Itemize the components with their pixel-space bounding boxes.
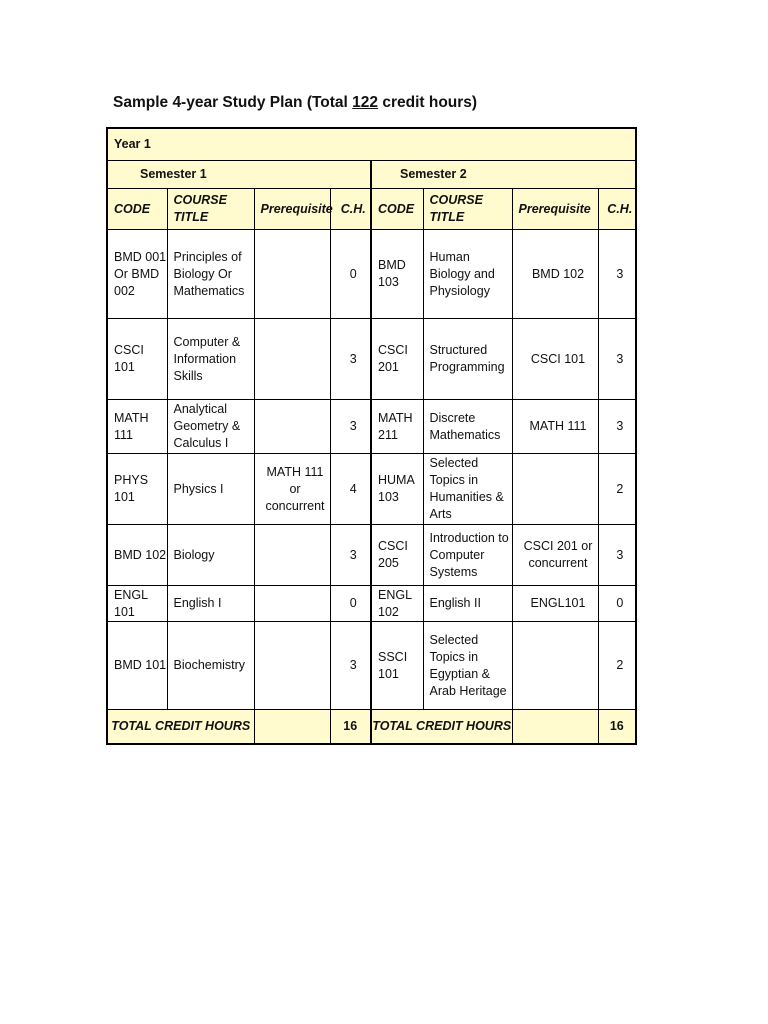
- s1-course-ch: 4: [330, 454, 371, 525]
- s2-course-title: Discrete Mathematics: [423, 400, 512, 454]
- s2-course-title: Introduction to Computer Systems: [423, 525, 512, 586]
- s1-course-code: BMD 101: [107, 622, 167, 710]
- s2-course-ch: 3: [598, 319, 636, 400]
- s1-course-title: Physics I: [167, 454, 254, 525]
- s1-course-prereq: [254, 319, 330, 400]
- s1-course-prereq: [254, 230, 330, 319]
- s2-course-prereq: ENGL101: [512, 586, 598, 622]
- s1-course-code: CSCI 101: [107, 319, 167, 400]
- s1-header-ch: C.H.: [330, 189, 371, 230]
- page-title: [113, 94, 477, 112]
- s2-course-title: English II: [423, 586, 512, 622]
- s1-course-ch: 3: [330, 525, 371, 586]
- s2-course-title: Structured Programming: [423, 319, 512, 400]
- table-row: [107, 454, 636, 525]
- study-plan-table: [106, 127, 637, 745]
- s1-course-prereq: [254, 525, 330, 586]
- s1-course-prereq: [254, 586, 330, 622]
- s2-course-prereq: [512, 622, 598, 710]
- semester2-label: Semester 2: [371, 161, 636, 189]
- s2-course-title: Human Biology and Physiology: [423, 230, 512, 319]
- s2-course-code: SSCI 101: [371, 622, 423, 710]
- s1-total-label: TOTAL CREDIT HOURS: [107, 710, 254, 745]
- s2-course-ch: 2: [598, 454, 636, 525]
- s2-course-code: ENGL 102: [371, 586, 423, 622]
- s1-course-code: ENGL 101: [107, 586, 167, 622]
- s2-header-code: CODE: [371, 189, 423, 230]
- s2-course-ch: 3: [598, 230, 636, 319]
- s2-course-prereq: CSCI 101: [512, 319, 598, 400]
- title-prefix: Sample 4-year Study Plan (Total: [113, 94, 353, 111]
- s1-course-ch: 0: [330, 586, 371, 622]
- s2-total-value: 16: [598, 710, 636, 745]
- year-row: [107, 128, 636, 161]
- s1-course-title: English I: [167, 586, 254, 622]
- s1-course-code: MATH 111: [107, 400, 167, 454]
- s2-total-label: TOTAL CREDIT HOURS: [371, 710, 512, 745]
- s1-header-code: CODE: [107, 189, 167, 230]
- s1-course-ch: 3: [330, 319, 371, 400]
- column-header-row: [107, 189, 636, 230]
- table-row: [107, 400, 636, 454]
- s1-course-code: BMD 102: [107, 525, 167, 586]
- s1-course-title: Biochemistry: [167, 622, 254, 710]
- s1-course-title: Biology: [167, 525, 254, 586]
- total-row: [107, 710, 636, 745]
- s1-course-ch: 3: [330, 622, 371, 710]
- s1-course-title: Principles of Biology Or Mathematics: [167, 230, 254, 319]
- s1-total-empty: [254, 710, 330, 745]
- s2-course-title: Selected Topics in Humanities & Arts: [423, 454, 512, 525]
- s1-course-code: PHYS 101: [107, 454, 167, 525]
- year-label: Year 1: [107, 128, 636, 161]
- title-suffix: credit hours): [378, 94, 478, 111]
- s2-course-prereq: [512, 454, 598, 525]
- s2-course-ch: 2: [598, 622, 636, 710]
- s2-header-prereq: Prerequisite: [512, 189, 598, 230]
- s1-course-prereq: MATH 111 or concurrent: [254, 454, 330, 525]
- s1-course-title: Analytical Geometry & Calculus I: [167, 400, 254, 454]
- s1-course-ch: 3: [330, 400, 371, 454]
- s1-course-prereq: [254, 622, 330, 710]
- s2-course-code: MATH 211: [371, 400, 423, 454]
- s2-course-prereq: CSCI 201 or concurrent: [512, 525, 598, 586]
- s2-course-code: HUMA 103: [371, 454, 423, 525]
- s2-course-prereq: BMD 102: [512, 230, 598, 319]
- s1-header-title: COURSE TITLE: [167, 189, 254, 230]
- s2-course-ch: 3: [598, 400, 636, 454]
- table-row: [107, 525, 636, 586]
- s2-course-ch: 0: [598, 586, 636, 622]
- semester-row: [107, 161, 636, 189]
- s1-course-prereq: [254, 400, 330, 454]
- s1-course-code: BMD 001 Or BMD 002: [107, 230, 167, 319]
- table-row: [107, 622, 636, 710]
- s2-course-code: CSCI 201: [371, 319, 423, 400]
- s2-header-ch: C.H.: [598, 189, 636, 230]
- table-row: [107, 319, 636, 400]
- s1-header-prereq: Prerequisite: [254, 189, 330, 230]
- s2-total-empty: [512, 710, 598, 745]
- semester1-label: Semester 1: [107, 161, 371, 189]
- s2-header-title: COURSE TITLE: [423, 189, 512, 230]
- s1-course-title: Computer & Information Skills: [167, 319, 254, 400]
- s1-total-value: 16: [330, 710, 371, 745]
- s1-course-ch: 0: [330, 230, 371, 319]
- table-row: [107, 230, 636, 319]
- s2-course-prereq: MATH 111: [512, 400, 598, 454]
- table-row: [107, 586, 636, 622]
- s2-course-code: BMD 103: [371, 230, 423, 319]
- s2-course-code: CSCI 205: [371, 525, 423, 586]
- s2-course-title: Selected Topics in Egyptian & Arab Heritage: [423, 622, 512, 710]
- total-credits-value: 122: [352, 94, 379, 111]
- s2-course-ch: 3: [598, 525, 636, 586]
